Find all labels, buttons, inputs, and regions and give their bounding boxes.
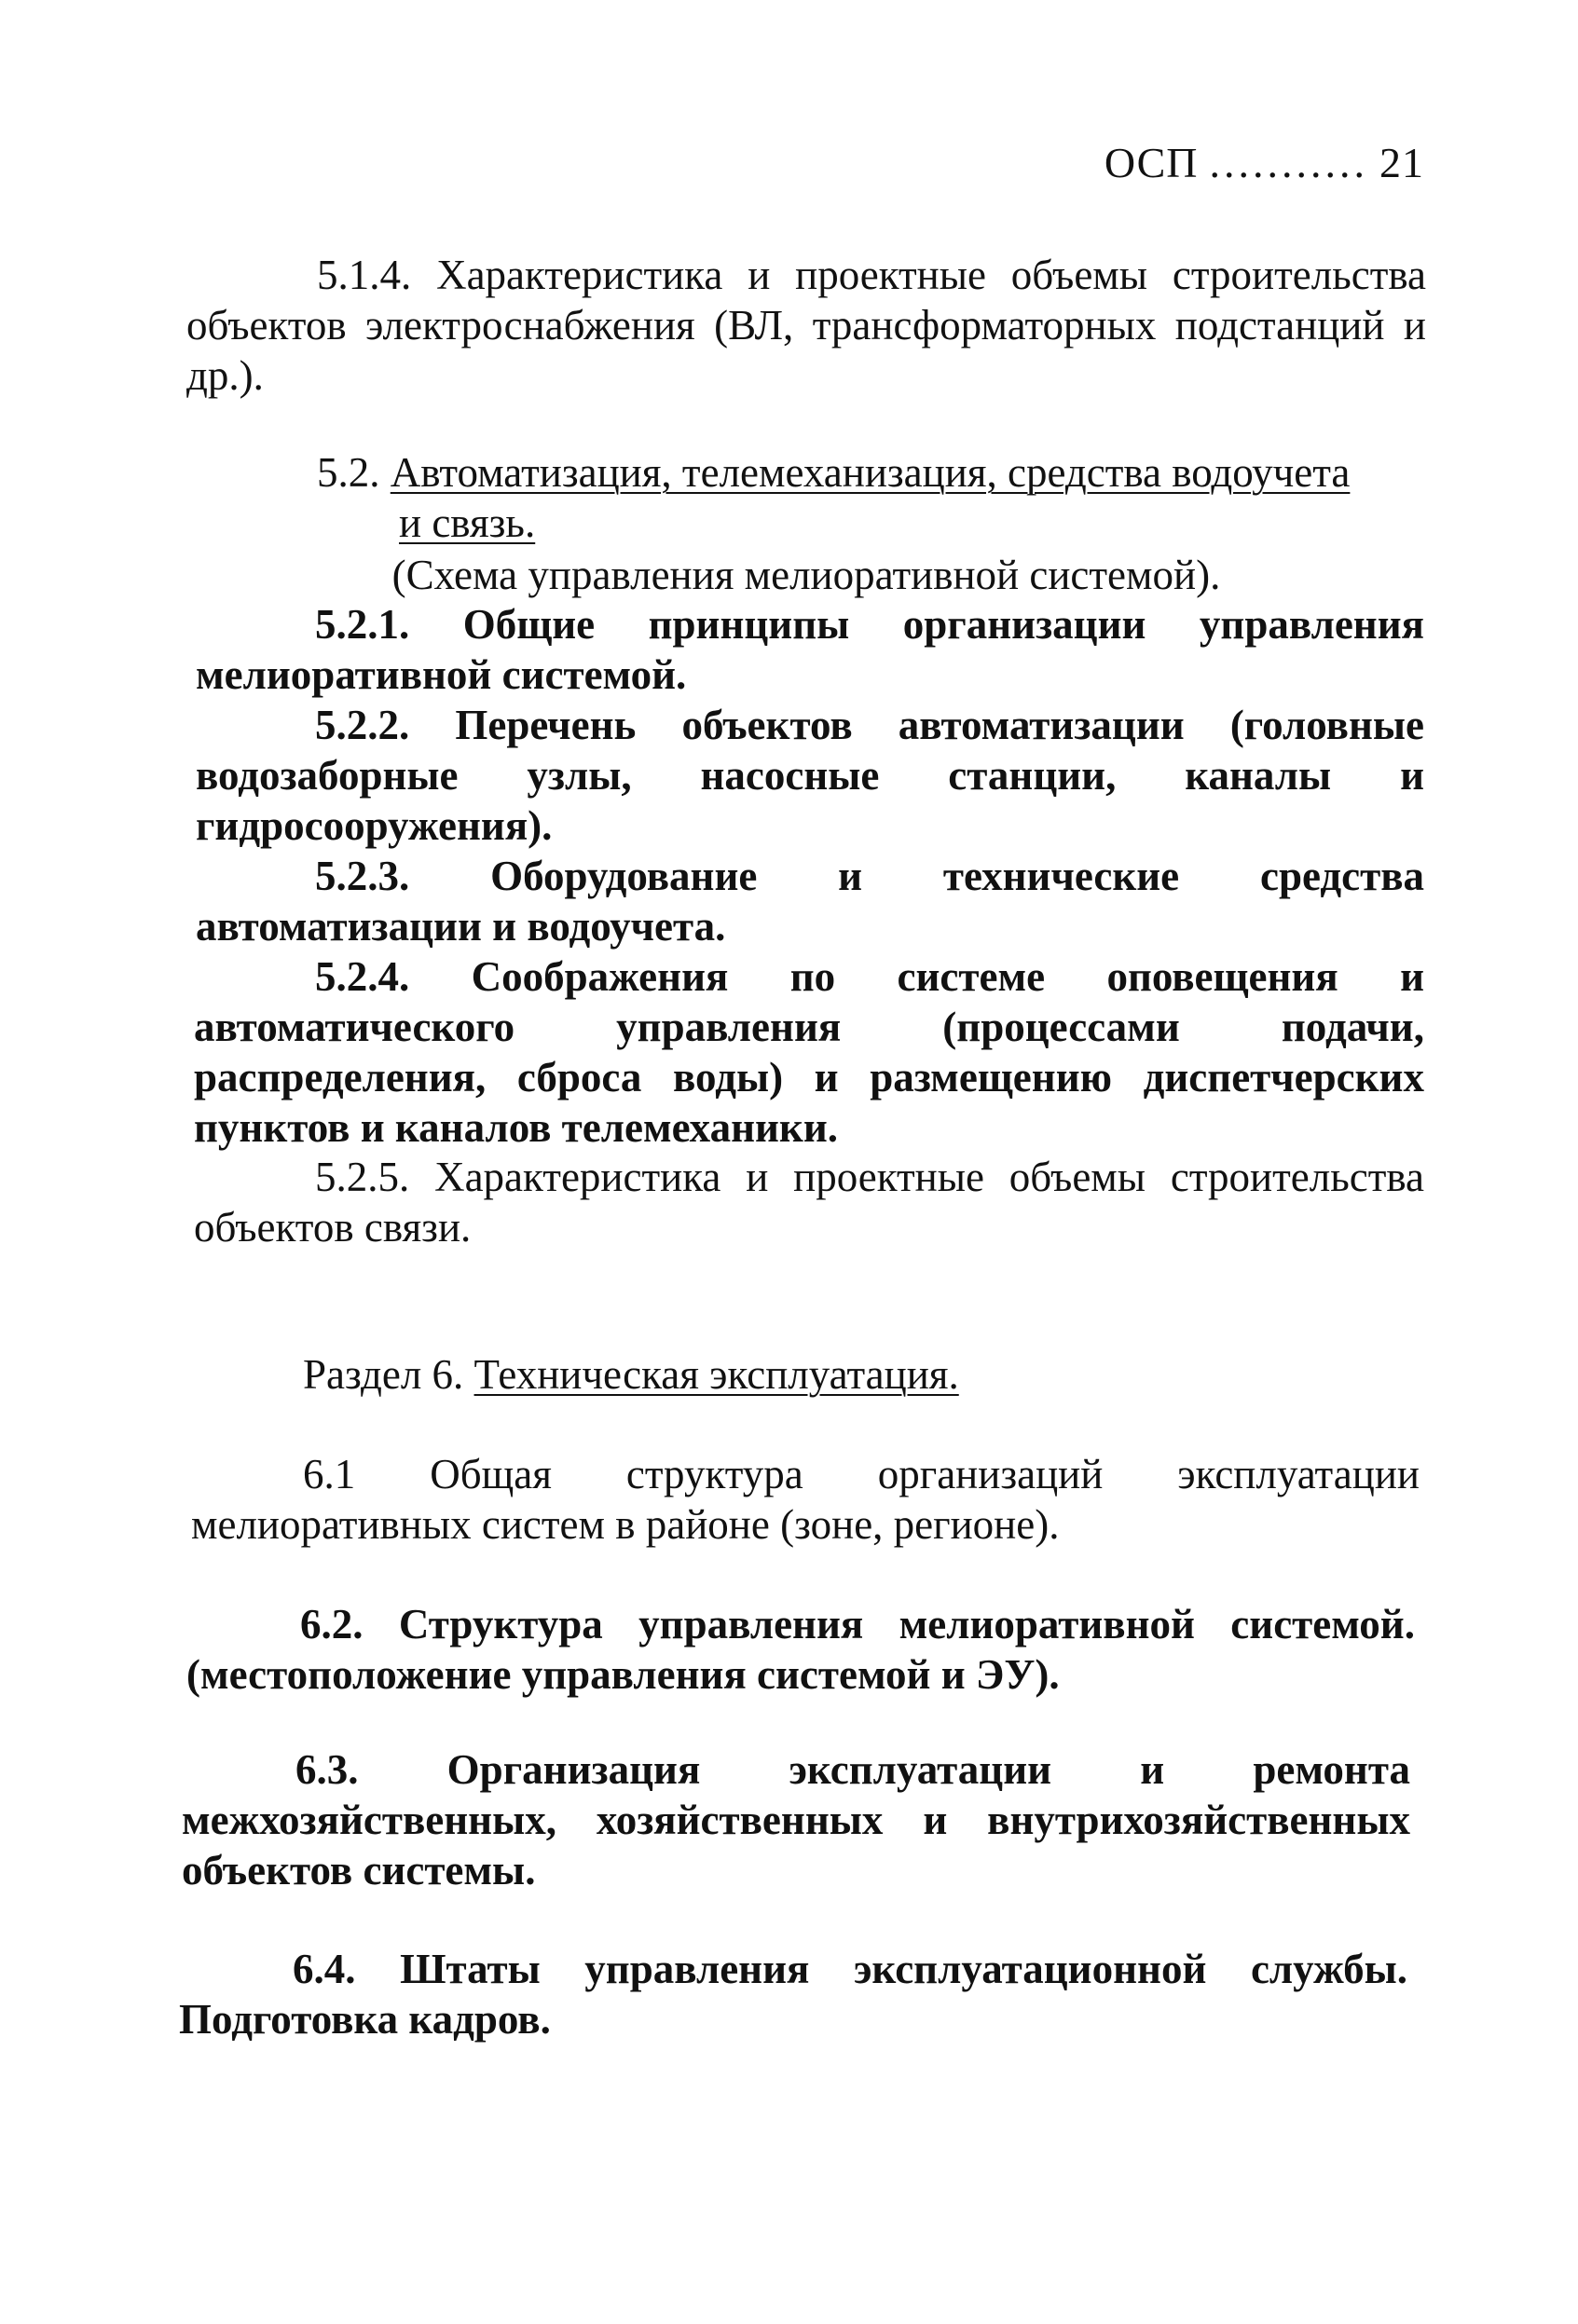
paragraph-6-3: 6.3. Организация эксплуатации и ремонта межхозяйственных, хозяйственных и внутрихозяйственных объектов системы. bbox=[182, 1746, 1410, 1893]
paragraph-5-1-4: 5.1.4. Характеристика и проектные объемы строительства объектов электроснабжения (ВЛ, трансформаторных подстанций и др.). bbox=[186, 252, 1426, 399]
paragraph-5-2-3: 5.2.3. Оборудование и технические средства автоматизации и водоучета. bbox=[196, 853, 1424, 950]
page-header bbox=[1105, 138, 1424, 187]
section-5-2-subtitle: (Схема управления мелиоративной системой). bbox=[391, 552, 1221, 598]
paragraph-6-1: 6.1 Общая структура организаций эксплуатации мелиоративных систем в районе (зоне, регионе). bbox=[191, 1451, 1420, 1548]
page-number: 21 bbox=[1379, 139, 1424, 186]
section-5-2-heading-line2 bbox=[399, 498, 535, 548]
paragraph-5-2-2: 5.2.2. Перечень объектов автоматизации (головные водозаборные узлы, насосные станции, каналы и гидросооружения). bbox=[196, 702, 1424, 849]
section-5-2-number: 5.2. bbox=[317, 449, 380, 496]
section-5-2-title-line1: Автоматизация, телемеханизация, средства водоучета bbox=[390, 449, 1351, 496]
section-6-title: Техническая эксплуатация. bbox=[473, 1351, 959, 1398]
paragraph-5-2-5: 5.2.5. Характеристика и проектные объемы строительства объектов связи. bbox=[194, 1154, 1424, 1251]
header-dots: ........... bbox=[1209, 139, 1368, 186]
header-label: ОСП bbox=[1104, 139, 1199, 186]
section-6-prefix: Раздел 6. bbox=[303, 1351, 464, 1398]
paragraph-6-2: 6.2. Структура управления мелиоративной системой. (местоположение управления системой и ЭУ). bbox=[186, 1601, 1415, 1698]
section-5-2-title-line2: и связь. bbox=[399, 499, 536, 546]
section-6-heading bbox=[303, 1349, 959, 1400]
section-5-2-heading bbox=[317, 447, 1350, 498]
paragraph-6-4: 6.4. Штаты управления эксплуатационной службы. Подготовка кадров. bbox=[179, 1946, 1407, 2043]
paragraph-5-2-4: 5.2.4. Соображения по системе оповещения и автоматического управления (процессами подачи, распределения, сброса воды) и размещению диспетчерских пунктов и каналов телемеханики. bbox=[194, 953, 1424, 1151]
paragraph-5-2-1: 5.2.1. Общие принципы организации управления мелиоративной системой. bbox=[196, 601, 1424, 698]
